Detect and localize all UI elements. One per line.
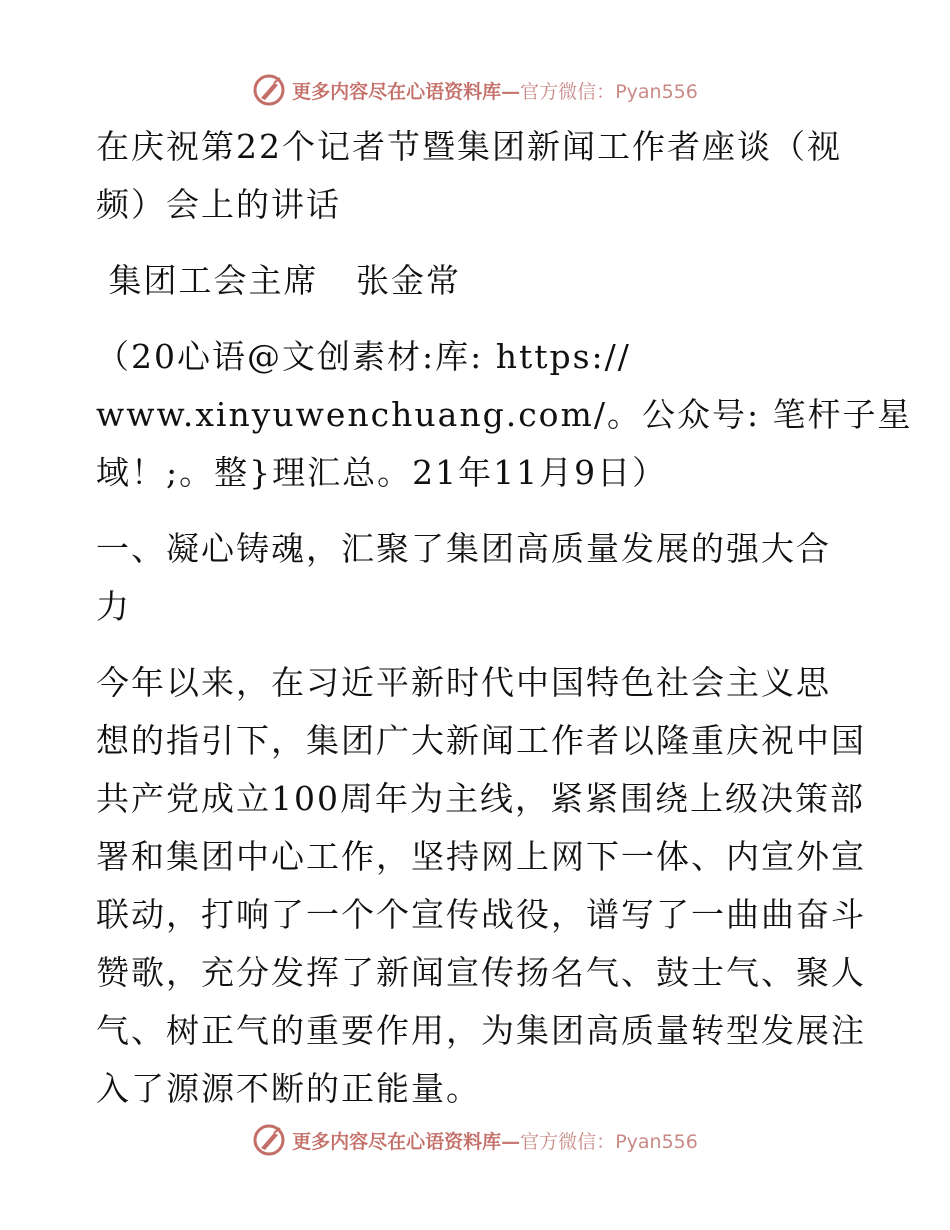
title-line: 频）会上的讲话 — [96, 185, 341, 224]
watermark-main: 更多内容尽在心语资料库 — [292, 80, 502, 103]
watermark-official: 官方微信： — [520, 1130, 616, 1153]
section-heading — [96, 520, 856, 636]
paragraph-line: 赞歌，充分发挥了新闻宣传扬名气、鼓士气、聚人 — [96, 953, 866, 992]
watermark-main: 更多内容尽在心语资料库 — [292, 1130, 502, 1153]
watermark-dash: — — [501, 1130, 521, 1153]
document-author — [96, 252, 856, 310]
body-paragraph — [96, 654, 866, 1118]
author-line: 集团工会主席 张金常 — [96, 261, 461, 300]
paragraph-line: 气、树正气的重要作用，为集团高质量转型发展注 — [96, 1011, 866, 1050]
watermark-footer — [0, 1122, 950, 1158]
heading-line: 力 — [96, 587, 131, 626]
paragraph-line: 联动，打响了一个个宣传战役，谱写了一曲曲奋斗 — [96, 895, 866, 934]
watermark-text — [292, 1127, 698, 1154]
quill-logo-icon — [252, 73, 286, 107]
source-line: 域！;。整}理汇总。21年11月9日） — [96, 453, 668, 492]
source-line: （20心语@文创素材:库: https:// — [96, 337, 631, 376]
paragraph-line: 入了源源不断的正能量。 — [96, 1069, 481, 1108]
watermark-dash: — — [501, 80, 521, 103]
document-body — [96, 118, 913, 1136]
watermark-id: Pyan556 — [615, 1130, 698, 1153]
document-title — [96, 118, 856, 234]
paragraph-line: 共产党成立100周年为主线，紧紧围绕上级决策部 — [96, 779, 865, 818]
paragraph-line: 想的指引下，集团广大新闻工作者以隆重庆祝中国 — [96, 721, 866, 760]
source-line: www.xinyuwenchuang.com/。公众号: 笔杆子星 — [96, 395, 913, 434]
watermark-official: 官方微信： — [520, 80, 616, 103]
title-line: 在庆祝第22个记者节暨集团新闻工作者座谈（视 — [96, 127, 842, 166]
watermark-header — [0, 72, 950, 108]
watermark-id: Pyan556 — [615, 80, 698, 103]
paragraph-line: 署和集团中心工作，坚持网上网下一体、内宣外宣 — [96, 837, 866, 876]
heading-line: 一、凝心铸魂，汇聚了集团高质量发展的强大合 — [96, 529, 831, 568]
paragraph-line: 今年以来，在习近平新时代中国特色社会主义思 — [96, 663, 831, 702]
quill-logo-icon — [252, 1123, 286, 1157]
watermark-text — [292, 77, 698, 104]
document-source — [96, 328, 913, 502]
